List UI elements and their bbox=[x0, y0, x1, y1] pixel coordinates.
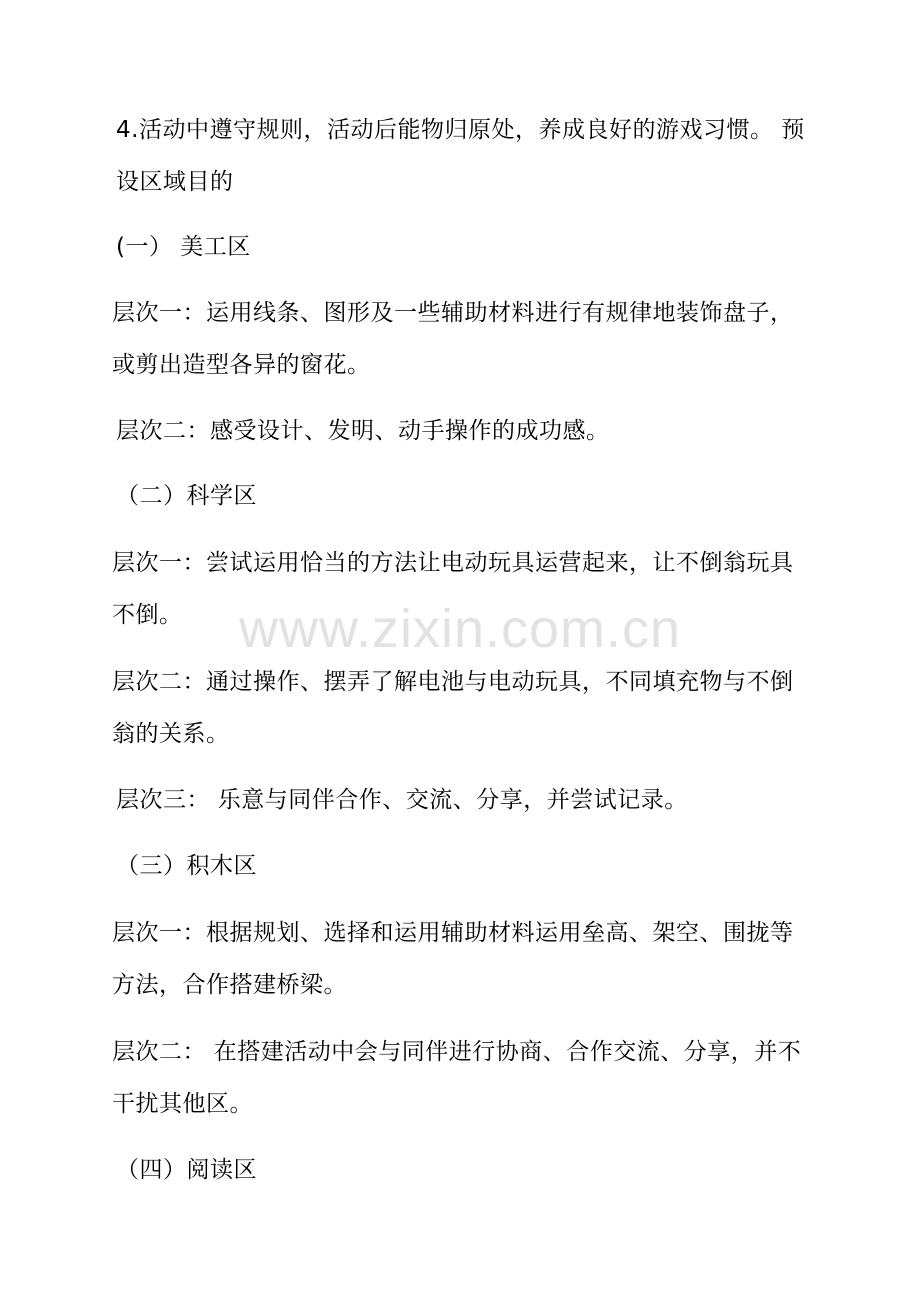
paragraph-science-level-1: 层次一：尝试运用恰当的方法让电动玩具运营起来，让不倒翁玩具不倒。 bbox=[112, 550, 794, 628]
watermark: www.zixin.com.cn bbox=[238, 599, 682, 659]
paragraph-science-level-3: 层次三： 乐意与同伴合作、交流、分享，并尝试记录。 bbox=[116, 787, 688, 813]
heading-science-area: （二）科学区 bbox=[116, 483, 257, 509]
paragraph-science-level-2: 层次二：通过操作、摆弄了解电池与电动玩具，不同填充物与不倒翁的关系。 bbox=[112, 669, 794, 747]
paragraph-blocks-level-1: 层次一：根据规划、选择和运用辅助材料运用垒高、架空、围拢等方法，合作搭建桥梁。 bbox=[112, 920, 794, 998]
paragraph-art-level-1: 层次一：运用线条、图形及一些辅助材料进行有规律地装饰盘子，或剪出造型各异的窗花。 bbox=[112, 300, 794, 378]
paragraph-rule-habit: 4.活动中遵守规则，活动后能物归原处，养成良好的游戏习惯。 预设区域目的 bbox=[116, 117, 805, 195]
heading-blocks-area: （三）积木区 bbox=[116, 853, 257, 879]
paragraph-blocks-level-2: 层次二： 在搭建活动中会与同伴进行协商、合作交流、分享，并不干扰其他区。 bbox=[112, 1039, 802, 1117]
heading-art-area: (一） 美工区 bbox=[116, 234, 251, 260]
heading-reading-area: （四）阅读区 bbox=[116, 1157, 257, 1183]
paragraph-art-level-2: 层次二：感受设计、发明、动手操作的成功感。 bbox=[116, 418, 610, 444]
